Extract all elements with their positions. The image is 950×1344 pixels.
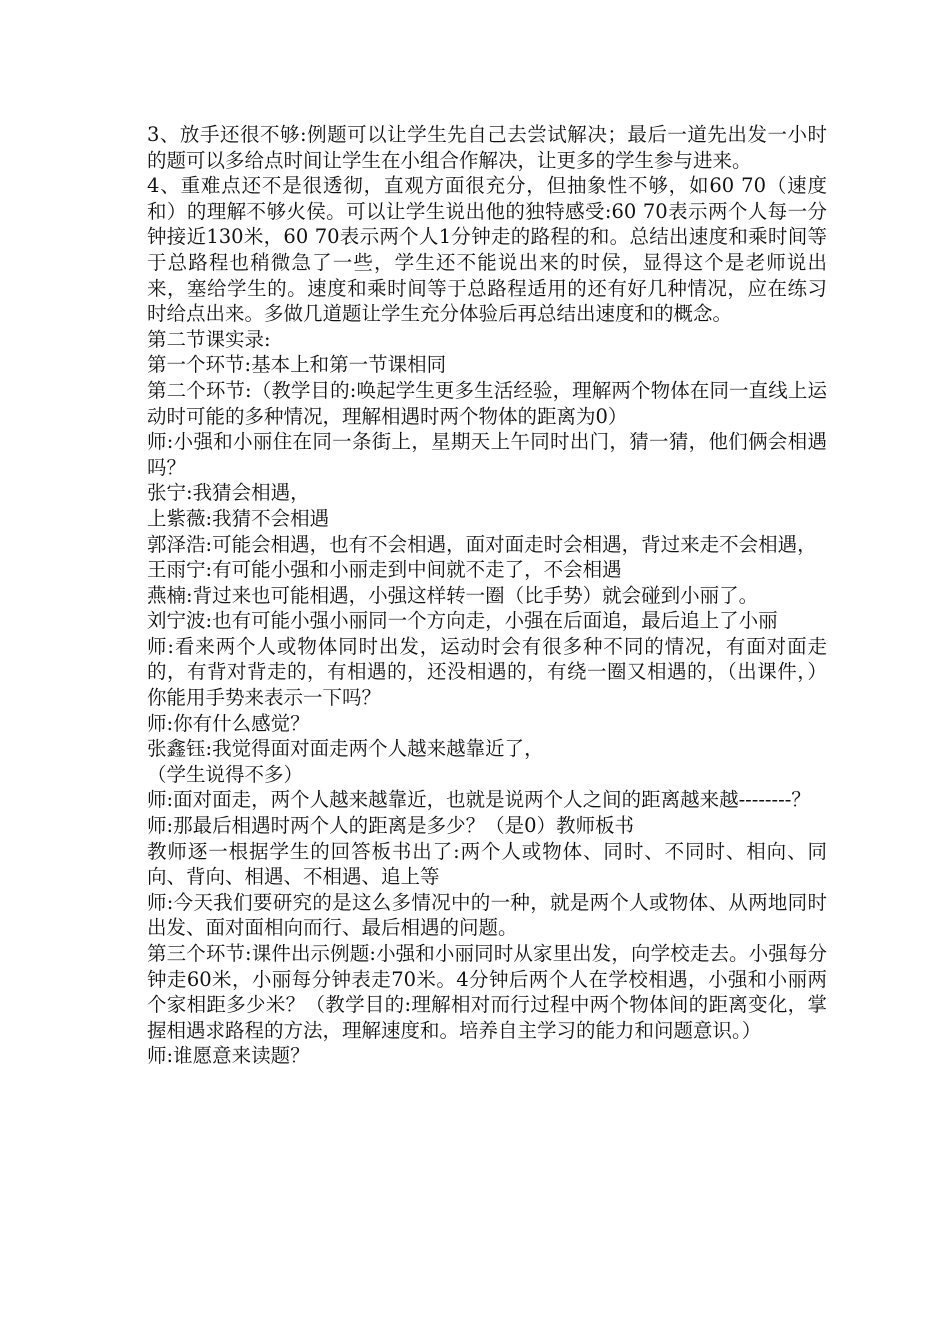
dialogue-line: 师:看来两个人或物体同时出发，运动时会有很多种不同的情况，有面对面走的，有背对背走的，有相遇的，还没相遇的，有绕一圈又相遇的，（出课件，）你能用手势来表示一下吗？: [147, 634, 827, 710]
dialogue-line: 师:面对面走，两个人越来越靠近，也就是说两个人之间的距离越来越--------？: [147, 788, 811, 812]
dialogue-line: 王雨宁:有可能小强和小丽走到中间就不走了，不会相遇: [147, 558, 622, 582]
paragraph-1: 3、放手还很不够:例题可以让学生先自己去尝试解决；最后一道先出发一小时的题可以多给点时间让学生在小组合作解决，让更多的学生参与进来。: [147, 123, 827, 172]
paragraph-step-2: 第二个环节:（教学目的:唤起学生更多生活经验，理解两个物体在同一直线上运动时可能的多种情况，理解相遇时两个物体的距离为0）: [147, 378, 827, 428]
dialogue-line: 师:今天我们要研究的是这么多情况中的一种，就是两个人或物体、从两地同时出发、面对面相向而行、最后相遇的问题。: [147, 890, 827, 940]
paragraph-2: 4、重难点还不是很透彻，直观方面很充分，但抽象性不够，如60 70（速度和）的理解不够火侯。可以让学生说出他的独特感受:60 70表示两个人每一分钟接近130米，60 70表示两个人1分钟走的路程的和。总结出速度和乘时间等于总路程也稍微急了一些，学生还不能说出来的时侯，显得这个是老师说出来，塞给学生的。速度和乘时间等于总路程适用的还有好几种情况，应在练习时给点出来。多做几道题让学生充分体验后再总结出速度和的概念。: [147, 174, 827, 326]
dialogue-line: 张宁:我猜会相遇，: [147, 481, 310, 505]
dialogue-line: 师:你有什么感觉？: [147, 711, 310, 735]
dialogue-note: （学生说得不多）: [147, 762, 304, 786]
dialogue-line: 燕楠:背过来也可能相遇，小强这样转一圈（比手势）就会碰到小丽了。: [147, 583, 759, 607]
paragraph-board-notes: 教师逐一根据学生的回答板书出了:两个人或物体、同时、不同时、相向、同向、背向、相遇、不相遇、追上等: [147, 839, 827, 889]
paragraph-step-3: 第三个环节:课件出示例题:小强和小丽同时从家里出发，向学校走去。小强每分钟走60米，小丽每分钟表走70米。4分钟后两个人在学校相遇，小强和小丽两个家相距多少米？（教学目的:理解相对而行过程中两个物体间的距离变化，掌握相遇求路程的方法，理解速度和。培养自主学习的能力和问题意识。）: [147, 942, 827, 1042]
dialogue-line: 师:小强和小丽住在同一条街上，星期天上午同时出门，猜一猜，他们俩会相遇吗？: [147, 430, 827, 479]
section-heading-second-lesson: 第二节课实录:: [147, 327, 271, 351]
dialogue-line: 师:那最后相遇时两个人的距离是多少？（是0）教师板书: [147, 814, 634, 838]
dialogue-line: 刘宁波:也有可能小强小丽同一个方向走，小强在后面追，最后追上了小丽: [147, 609, 778, 633]
paragraph-step-1: 第一个环节:基本上和第一节课相同: [147, 353, 447, 377]
dialogue-line: 师:谁愿意来读题？: [147, 1044, 310, 1068]
dialogue-line: 上紫薇:我猜不会相遇: [147, 506, 330, 530]
document-body: [147, 122, 827, 1069]
dialogue-line: 张鑫钰:我觉得面对面走两个人越来越靠近了，: [147, 737, 544, 761]
dialogue-line: 郭泽浩:可能会相遇，也有不会相遇，面对面走时会相遇，背过来走不会相遇，: [147, 532, 817, 556]
